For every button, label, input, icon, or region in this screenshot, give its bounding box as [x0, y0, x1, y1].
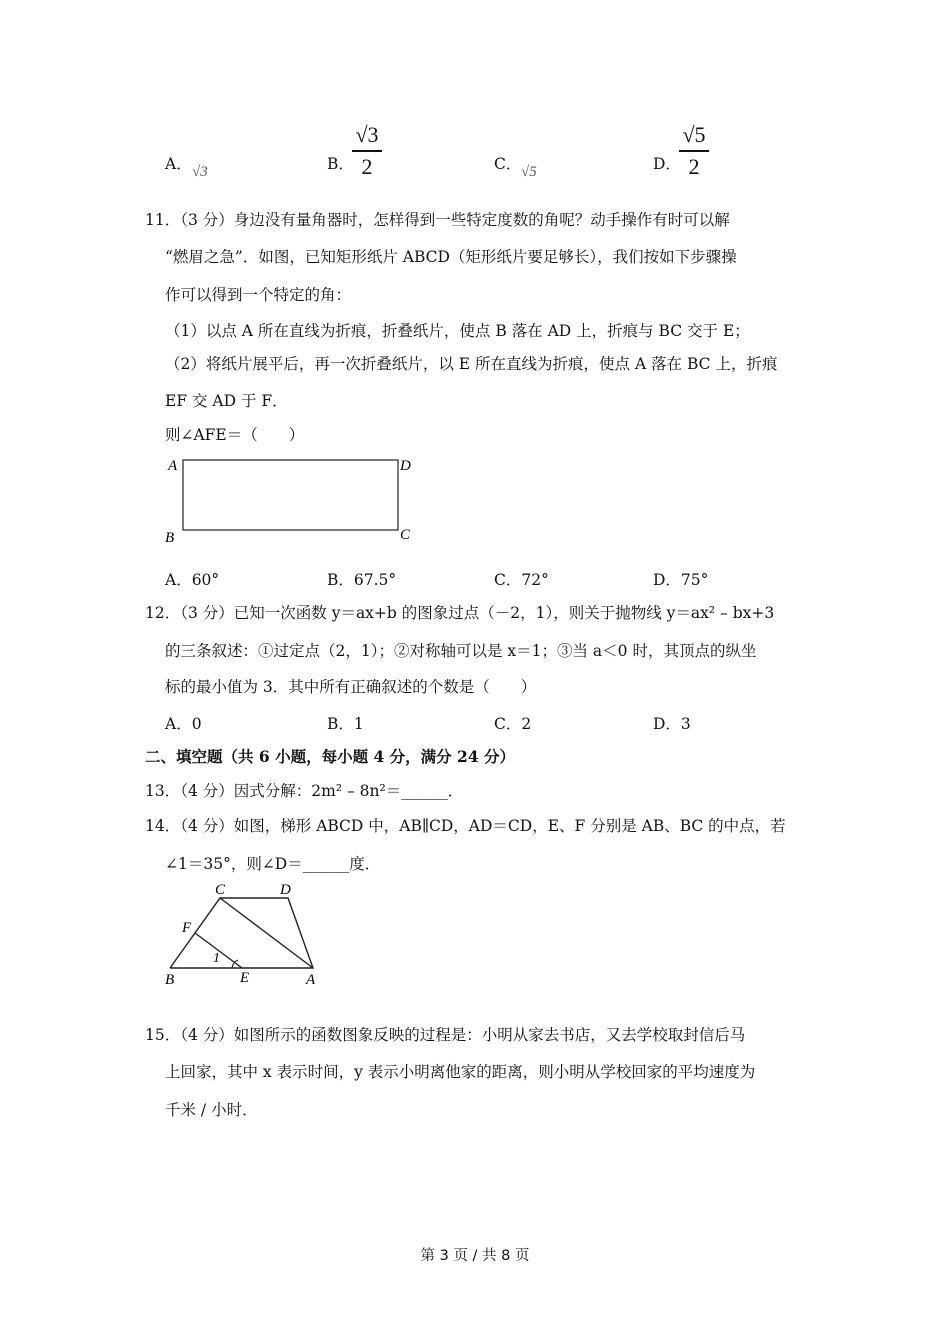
- q10-option-c-value: √5: [521, 164, 537, 180]
- section-2-heading: 二、填空题（共 6 小题，每小题 4 分，满分 24 分）: [145, 747, 516, 766]
- fig-label-f: F: [182, 920, 192, 936]
- q10-option-d-numerator: √5: [682, 122, 706, 147]
- q12-line-1: 12．（3 分）已知一次函数 y＝ax+b 的图象过点（－2，1），则关于抛物线 y＝ax² – bx+3: [145, 604, 775, 622]
- fig-label-c: C: [400, 527, 411, 543]
- fig-label-b: B: [165, 530, 175, 546]
- q14-line-1: 14．（4 分）如图，梯形 ABCD 中，AB∥CD，AD＝CD，E、F 分别是 AB、BC 的中点，若: [145, 817, 786, 835]
- q11-option-b: B．67.5°: [327, 571, 397, 589]
- q11-line-6: EF 交 AD 于 F．: [165, 392, 288, 410]
- fig-label-c: C: [215, 882, 226, 898]
- q11-line-7: 则∠AFE＝（ ）: [165, 426, 305, 444]
- q14-trapezoid-figure: [160, 880, 335, 990]
- q12-option-d: D．3: [653, 715, 691, 733]
- q10-option-d-fraction: [679, 122, 709, 180]
- fig-label-e: E: [240, 970, 250, 986]
- q11-line-3: 作可以得到一个特定的角：: [165, 286, 352, 304]
- fig-label-d: D: [400, 458, 411, 474]
- q14-line-2: ∠1＝35°，则∠D＝______度．: [165, 855, 381, 873]
- fig-label-angle-1: 1: [213, 951, 220, 966]
- fig-label-b: B: [165, 972, 175, 988]
- q10-option-a-value: √3: [192, 164, 208, 180]
- trapezoid-abcd: [170, 898, 313, 968]
- q12-option-c: C．2: [494, 715, 532, 733]
- q11-option-c: C．72°: [494, 571, 549, 589]
- q10-option-b-numerator: √3: [355, 122, 379, 147]
- q10-option-d-label: D．: [653, 155, 681, 173]
- q10-option-b-label: B．: [327, 155, 354, 173]
- q11-option-a: A．60°: [165, 571, 220, 589]
- q11-line-5: （2）将纸片展平后，再一次折叠纸片，以 E 所在直线为折痕，使点 A 落在 BC 上，折痕: [165, 355, 778, 373]
- q15-line-3: 千米 / 小时．: [165, 1101, 258, 1119]
- q11-line-1: 11．（3 分）身边没有量角器时，怎样得到一些特定度数的角呢？动手操作有时可以解: [145, 211, 730, 229]
- q10-option-b-fraction: [352, 122, 382, 180]
- q12-line-2: 的三条叙述：①过定点（2，1）；②对称轴可以是 x＝1；③当 a＜0 时，其顶点的纵坐: [165, 642, 757, 660]
- q11-option-d: D．75°: [653, 571, 709, 589]
- q15-line-2: 上回家，其中 x 表示时间，y 表示小明离他家的距离，则小明从学校回家的平均速度为: [165, 1063, 756, 1081]
- q11-line-2: “燃眉之急”．如图，已知矩形纸片 ABCD（矩形纸片要足够长），我们按如下步骤操: [165, 248, 737, 266]
- q12-option-b: B．1: [327, 715, 364, 733]
- q10-option-b-denominator: 2: [361, 153, 373, 179]
- q10-option-d-denominator: 2: [688, 153, 700, 179]
- q10-option-c-label: C．: [494, 155, 522, 173]
- q12-option-a: A．0: [165, 715, 202, 733]
- q11-line-4: （1）以点 A 所在直线为折痕，折叠纸片，使点 B 落在 AD 上，折痕与 BC 交于 E；: [165, 322, 750, 340]
- rectangle-abcd: [183, 460, 398, 530]
- q11-rectangle-figure: [160, 450, 430, 550]
- q12-line-3: 标的最小值为 3．其中所有正确叙述的个数是（ ）: [165, 678, 537, 696]
- q13-line-1: 13．（4 分）因式分解：2m² – 8n²＝______．: [145, 782, 464, 800]
- diagonal-ca: [220, 898, 313, 968]
- fig-label-a: A: [306, 972, 316, 988]
- q10-option-a-label: A．: [165, 155, 192, 173]
- page-footer: 第 3 页 / 共 8 页: [420, 1248, 530, 1264]
- fig-label-d: D: [280, 882, 291, 898]
- fig-label-a: A: [168, 458, 178, 474]
- q15-line-1: 15．（4 分）如图所示的函数图象反映的过程是：小明从家去书店，又去学校取封信后马: [145, 1026, 746, 1044]
